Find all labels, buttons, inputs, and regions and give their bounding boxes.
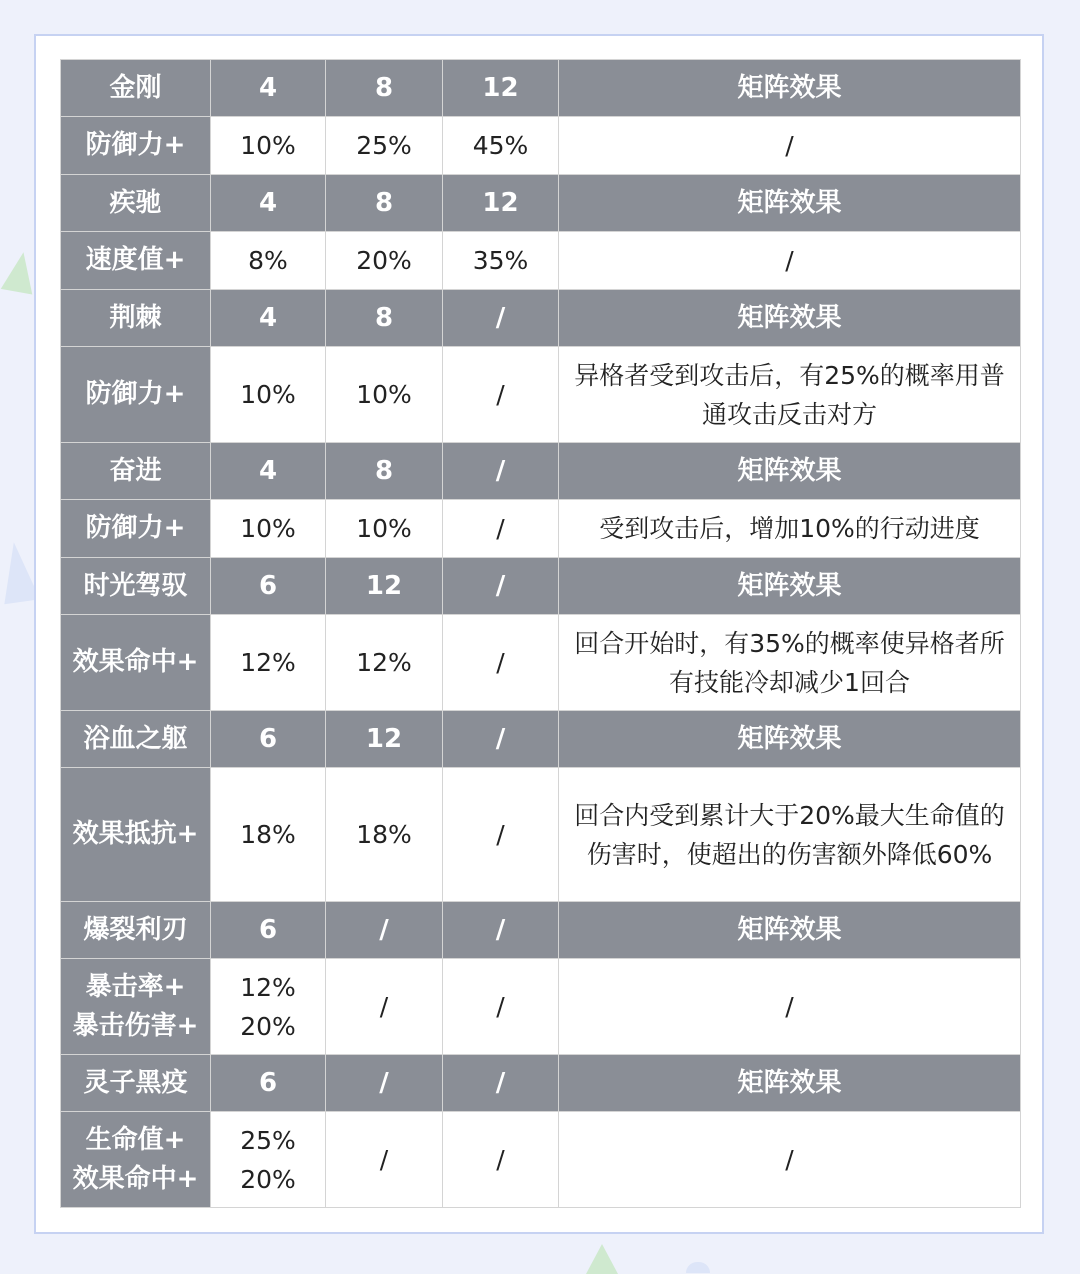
tier-3-value: 45% (443, 117, 559, 175)
tier-3-value: / (443, 347, 559, 443)
effect-header: 矩阵效果 (559, 290, 1021, 347)
tier-1-value-line: 10% (240, 380, 296, 409)
stat-label-line: 效果命中+ (72, 647, 199, 677)
effect-header: 矩阵效果 (559, 711, 1021, 768)
blue-shape-decoration (686, 1262, 710, 1273)
effect-header: 矩阵效果 (559, 1055, 1021, 1112)
set-stat-row (61, 347, 1021, 443)
set-header-row (61, 902, 1021, 959)
tier-2-value: 10% (326, 500, 443, 558)
stat-label-line: 暴击率+ (85, 971, 186, 1002)
tier-2-value: / (326, 959, 443, 1055)
tier-3: / (443, 290, 559, 347)
set-name: 爆裂利刃 (61, 902, 211, 959)
stat-label (61, 347, 211, 443)
set-stat-row (61, 768, 1021, 902)
set-name: 灵子黑疫 (61, 1055, 211, 1112)
tier-1: 4 (211, 443, 326, 500)
set-name: 荆棘 (61, 290, 211, 347)
matrix-effect: 受到攻击后，增加10%的行动进度 (559, 500, 1021, 558)
set-name: 时光驾驭 (61, 558, 211, 615)
tier-1: 4 (211, 60, 326, 117)
matrix-effect: / (559, 1112, 1021, 1208)
set-stat-row (61, 1112, 1021, 1208)
tier-3-value: / (443, 768, 559, 902)
set-stat-row (61, 959, 1021, 1055)
tier-1-value-line: 18% (240, 820, 296, 849)
stat-label (61, 117, 211, 175)
tier-3: / (443, 558, 559, 615)
tier-3: / (443, 443, 559, 500)
tier-1: 4 (211, 175, 326, 232)
set-name: 浴血之躯 (61, 711, 211, 768)
tier-3: / (443, 711, 559, 768)
set-header-row (61, 1055, 1021, 1112)
stat-label-line: 生命值+ (85, 1124, 186, 1155)
tier-1: 6 (211, 1055, 326, 1112)
tier-1-value (211, 1112, 326, 1208)
set-stat-row (61, 615, 1021, 711)
tier-3-value: / (443, 1112, 559, 1208)
matrix-effect: 异格者受到攻击后，有25%的概率用普通攻击反击对方 (559, 347, 1021, 443)
tier-1-value (211, 615, 326, 711)
matrix-effect: 回合开始时，有35%的概率使异格者所有技能冷却减少1回合 (559, 615, 1021, 711)
effect-header: 矩阵效果 (559, 443, 1021, 500)
stat-label-line: 效果抵抗+ (72, 819, 199, 849)
tier-1: 6 (211, 711, 326, 768)
tier-1-value-line: 8% (248, 246, 288, 275)
set-name: 奋进 (61, 443, 211, 500)
tier-2: 12 (326, 711, 443, 768)
tier-3: / (443, 902, 559, 959)
stat-label (61, 615, 211, 711)
stat-label (61, 768, 211, 902)
stat-label-line: 防御力+ (85, 379, 186, 409)
stat-label-line: 暴击伤害+ (72, 1010, 199, 1041)
tier-2: 8 (326, 175, 443, 232)
set-header-row (61, 558, 1021, 615)
tier-2-value: 10% (326, 347, 443, 443)
tier-2: 12 (326, 558, 443, 615)
tier-1-value-line: 20% (240, 1011, 296, 1041)
tier-1-value (211, 959, 326, 1055)
matrix-set-table (60, 59, 1021, 1208)
tier-2-value: 18% (326, 768, 443, 902)
set-header-row (61, 290, 1021, 347)
set-header-row (61, 443, 1021, 500)
tier-3-value: 35% (443, 232, 559, 290)
set-name: 金刚 (61, 60, 211, 117)
effect-header: 矩阵效果 (559, 558, 1021, 615)
tier-1-value-line: 12% (240, 972, 296, 1002)
tier-2: / (326, 1055, 443, 1112)
stat-label (61, 1112, 211, 1208)
tier-2-value: 12% (326, 615, 443, 711)
tier-2: / (326, 902, 443, 959)
tier-3: / (443, 1055, 559, 1112)
effect-header: 矩阵效果 (559, 60, 1021, 117)
set-stat-row (61, 117, 1021, 175)
effect-header: 矩阵效果 (559, 175, 1021, 232)
tier-1: 6 (211, 902, 326, 959)
set-header-row (61, 711, 1021, 768)
tier-2: 8 (326, 443, 443, 500)
matrix-effect: / (559, 959, 1021, 1055)
tier-3: 12 (443, 60, 559, 117)
tier-3: 12 (443, 175, 559, 232)
stat-label-line: 防御力+ (85, 513, 186, 543)
tier-3-value: / (443, 959, 559, 1055)
set-name: 疾驰 (61, 175, 211, 232)
tier-3-value: / (443, 500, 559, 558)
tier-1: 6 (211, 558, 326, 615)
tier-2: 8 (326, 60, 443, 117)
tier-1-value (211, 117, 326, 175)
stat-label (61, 500, 211, 558)
tier-2-value: 25% (326, 117, 443, 175)
tier-1-value-line: 10% (240, 514, 296, 543)
set-stat-row (61, 232, 1021, 290)
tier-1-value (211, 232, 326, 290)
set-stat-row (61, 500, 1021, 558)
tier-1-value (211, 347, 326, 443)
stat-label (61, 232, 211, 290)
stat-label-line: 效果命中+ (72, 1163, 199, 1194)
tier-1-value-line: 12% (240, 648, 296, 677)
tier-1-value-line: 20% (240, 1164, 296, 1194)
tier-2: 8 (326, 290, 443, 347)
effect-header: 矩阵效果 (559, 902, 1021, 959)
tier-1: 4 (211, 290, 326, 347)
tier-2-value: 20% (326, 232, 443, 290)
matrix-effect: / (559, 117, 1021, 175)
tier-1-value-line: 10% (240, 131, 296, 160)
stat-label-line: 防御力+ (85, 130, 186, 160)
matrix-effect: / (559, 232, 1021, 290)
green-triangle-decoration (586, 1244, 618, 1274)
stat-label-line: 速度值+ (85, 245, 186, 275)
tier-1-value (211, 768, 326, 902)
matrix-effect: 回合内受到累计大于20%最大生命值的伤害时，使超出的伤害额外降低60% (559, 768, 1021, 902)
set-header-row (61, 175, 1021, 232)
tier-2-value: / (326, 1112, 443, 1208)
tier-3-value: / (443, 615, 559, 711)
tier-1-value-line: 25% (240, 1125, 296, 1155)
set-header-row (61, 60, 1021, 117)
tier-1-value (211, 500, 326, 558)
stat-label (61, 959, 211, 1055)
